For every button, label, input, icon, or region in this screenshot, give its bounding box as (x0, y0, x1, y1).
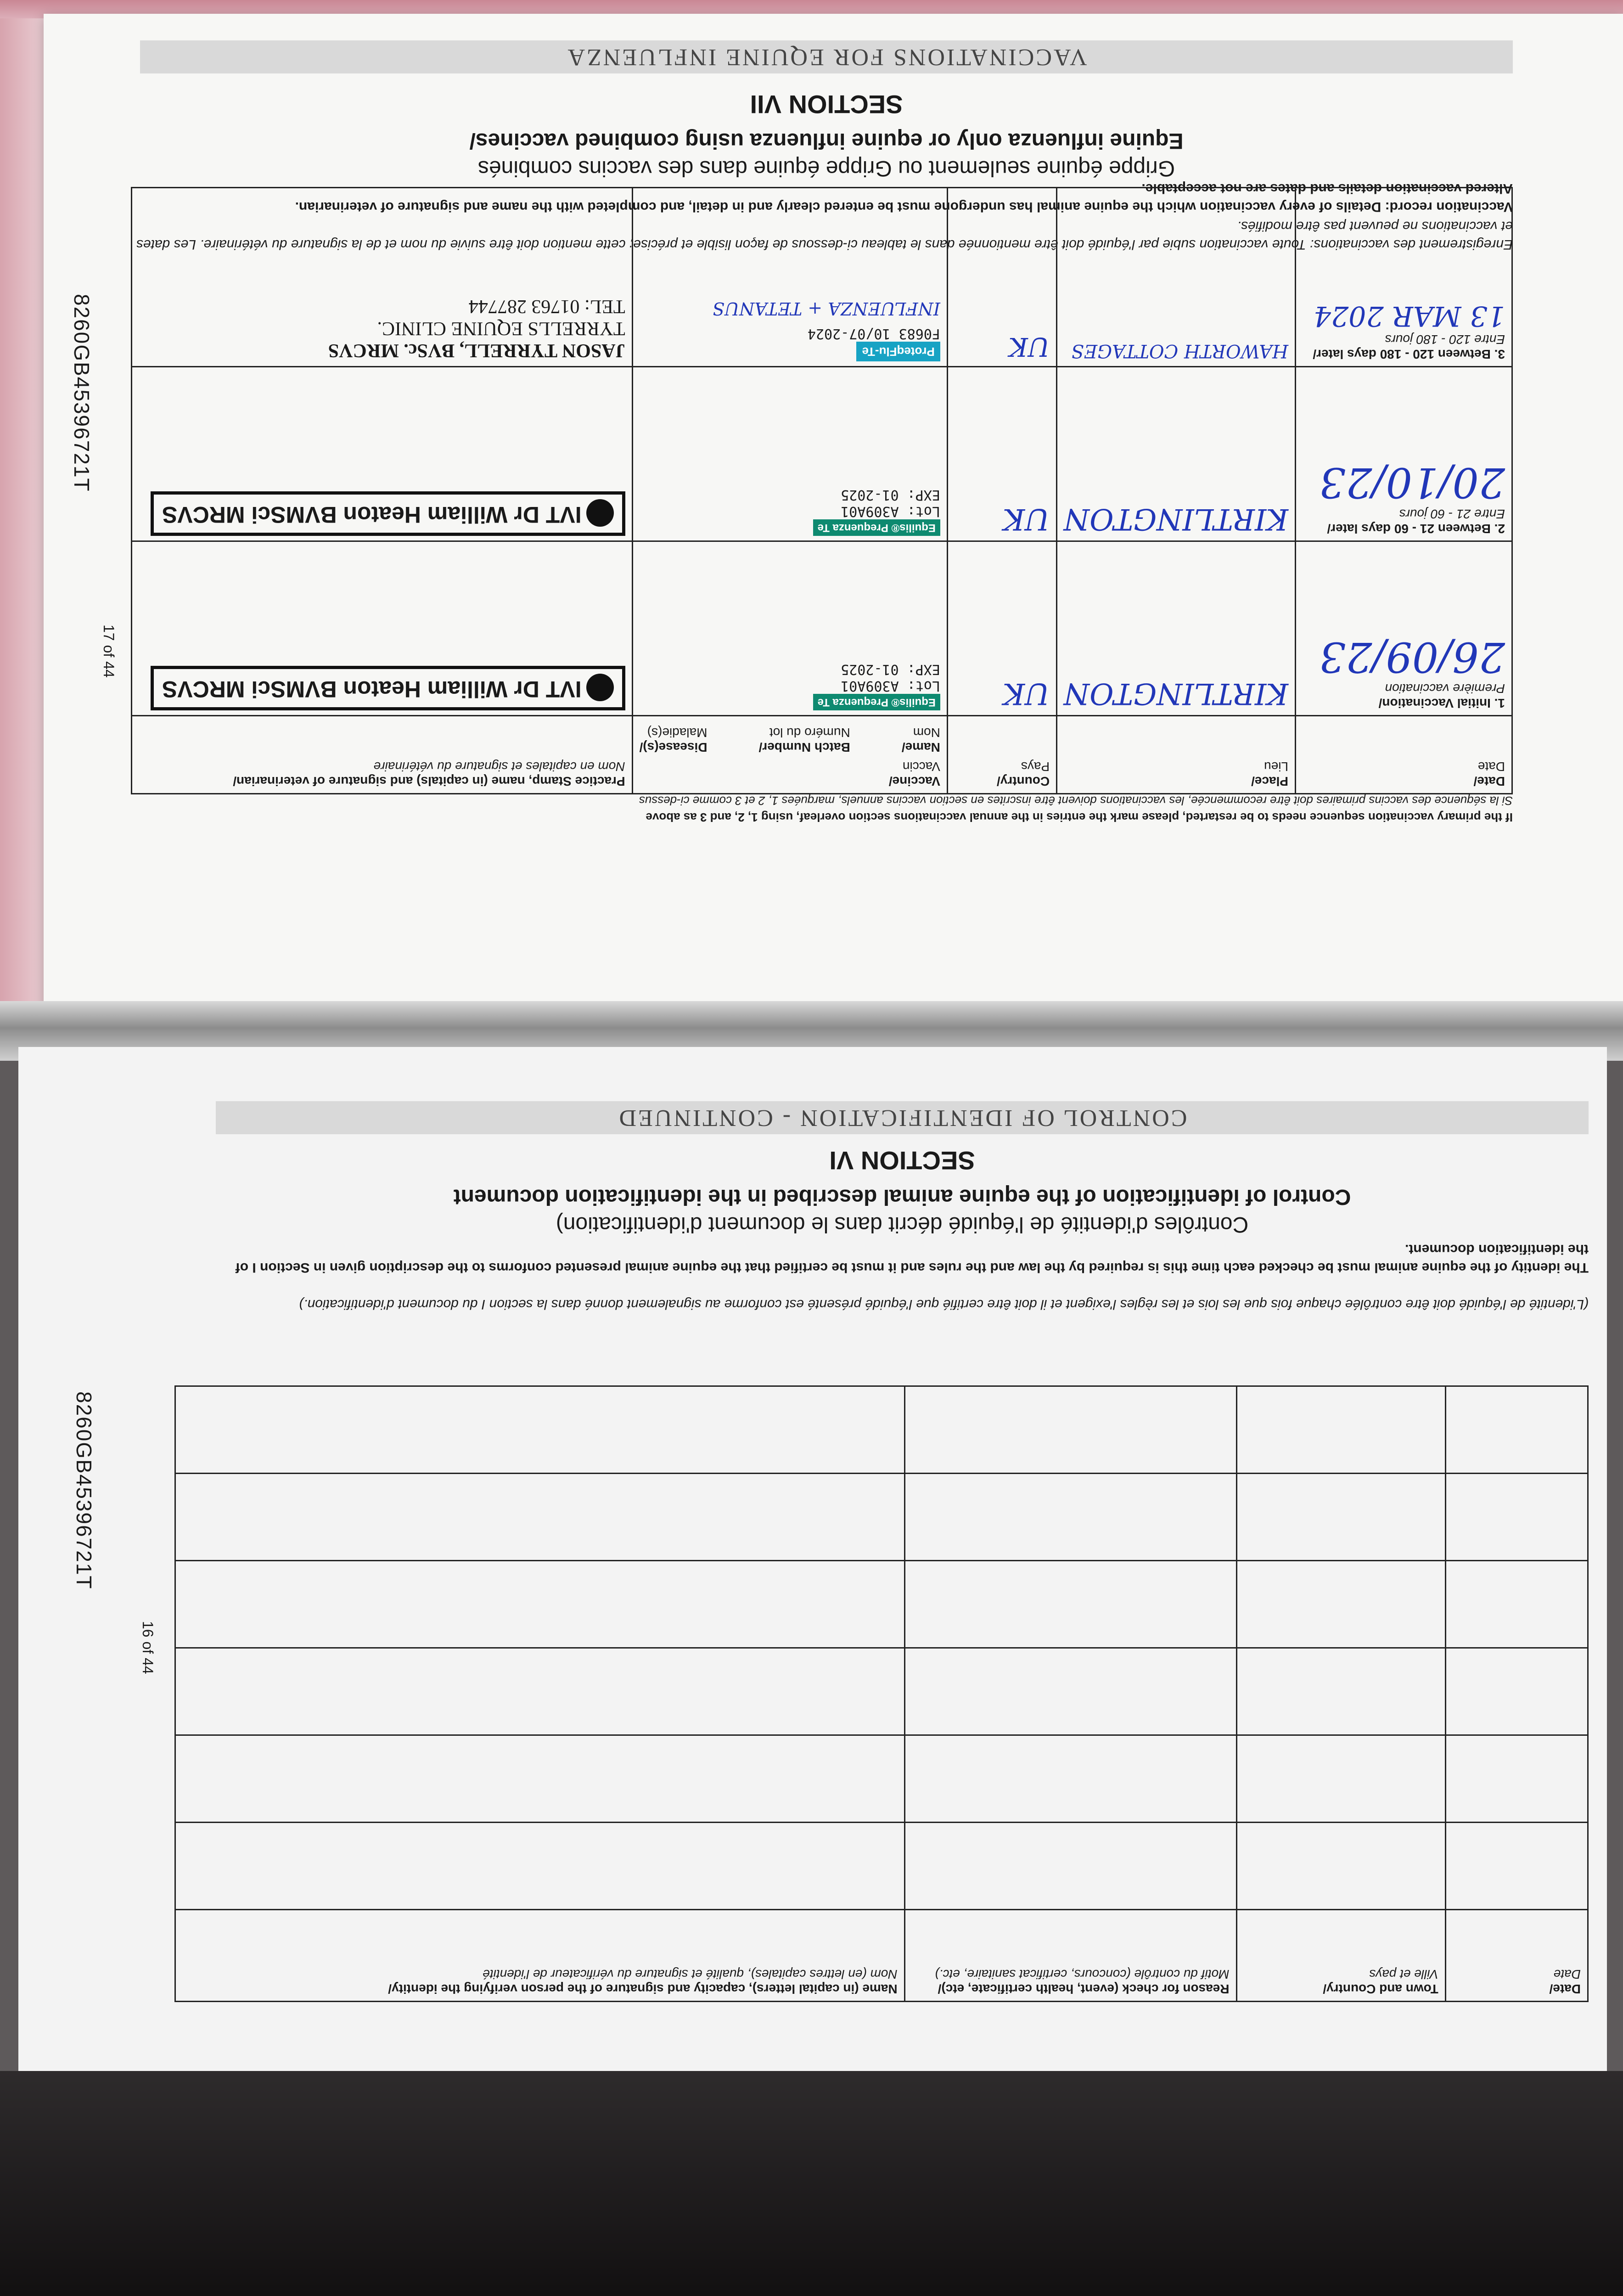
cell[interactable] (904, 1735, 1236, 1823)
cell[interactable] (1445, 1648, 1588, 1735)
col-reason: Reason for check (event, health certificate, etc)/ Motif du contrôle (concours, certificat sanitaire, etc.) (904, 1910, 1236, 2002)
cell[interactable] (904, 1823, 1236, 1910)
col-stamp: Practice Stamp, name (in capitals) and signature of veterinarian/ Nom en capitales et signature du vétérinaire (132, 716, 633, 794)
clinic-logo-icon (586, 674, 614, 701)
vaccination-row-2 (132, 367, 1512, 541)
section-header-band (140, 40, 1513, 73)
cell[interactable] (904, 1561, 1236, 1648)
table-row (175, 1474, 1588, 1561)
cell[interactable] (175, 1386, 905, 1474)
cell[interactable] (1236, 1648, 1445, 1735)
row3-stamp: JASON TYRRELL, BVSc. MRCVS TYRRELLS EQUINE CLINIC. TEL: 01763 287744 (132, 188, 633, 367)
row1-date: 1. Initial Vaccination/ Première vaccination 26/09/23 (1296, 541, 1512, 716)
cell[interactable] (1445, 1735, 1588, 1823)
section-header: CONTROL OF IDENTIFICATION - CONTINUED (617, 1105, 1187, 1131)
intro-fr: (L'identité de l'équidé doit être contrôlée chaque fois que les lois et les règles l'exigent et il doit être certifié que l'équidé présenté est conforme au signalement donné dans la section I du document d'identification.) (299, 1297, 1589, 1312)
page-number: 17 of 44 (101, 625, 117, 678)
cell[interactable] (175, 1735, 905, 1823)
passport-id: 8260GB4539672​1T (70, 294, 94, 492)
col-town: Town and Country/ Ville et pays (1236, 1910, 1445, 2002)
batch-exp: EXP: 01-2025 (841, 487, 940, 503)
table-row (175, 1735, 1588, 1823)
restart-footnote-fr: Si la séquence des vaccins primaires doit être recommencée, les vaccinations doivent être inscrites en section vaccins annuels, marquées 1, 2 et 3 comme ci-dessus (639, 794, 1513, 808)
clinic-logo-icon (586, 499, 614, 527)
cell[interactable] (904, 1474, 1236, 1561)
cell[interactable] (175, 1648, 905, 1735)
table-row (175, 1386, 1588, 1474)
col-vaccine: Vaccine/ Vaccin Name/ Nom Batch Number/ Numéro du lot Disease(s)/ Maladie(s) (632, 716, 947, 794)
cell[interactable] (175, 1561, 905, 1648)
row1-place: KIRTLINGTON (1057, 541, 1296, 716)
batch-exp: EXP: 01-2025 (841, 661, 940, 677)
cell[interactable] (1236, 1823, 1445, 1910)
vaccine-sticker: Equilis® Prequenza Te (813, 519, 940, 536)
cell[interactable] (1236, 1561, 1445, 1648)
disease-text: INFLUENZA + TETANUS (713, 298, 940, 319)
table-row (175, 1823, 1588, 1910)
cell[interactable] (1445, 1823, 1588, 1910)
page-17-content (44, 14, 1623, 1010)
page-number: 16 of 44 (140, 1621, 156, 1674)
vaccine-sticker: Equilis® Prequenza Te (813, 694, 940, 710)
section-header: VACCINATIONS FOR EQUINE INFLUENZA (566, 44, 1087, 70)
batch-lot: Lot: A309A01 (841, 503, 940, 519)
row3-country: UK (947, 188, 1056, 367)
col-date: Date/ Date (1296, 716, 1512, 794)
table-row (175, 1561, 1588, 1648)
cell[interactable] (1445, 1474, 1588, 1561)
cell[interactable] (1236, 1474, 1445, 1561)
passport-page-16 (18, 1047, 1607, 2089)
row2-stamp (132, 367, 633, 541)
title-en: Equine influenza only or equine influenza using combined vaccines/ (469, 129, 1184, 153)
col-country: Country/ Pays (947, 716, 1056, 794)
cell[interactable] (904, 1648, 1236, 1735)
vaccination-row-1 (132, 541, 1512, 716)
row3-date: 3. Between 120 - 180 days later/ Entre 120 - 180 jours 13 MAR 2024 (1296, 188, 1512, 367)
cell[interactable] (175, 1823, 905, 1910)
passport-page-17 (44, 14, 1623, 1010)
cell[interactable] (1236, 1735, 1445, 1823)
title-en: Control of identification of the equine animal described in the identification document (453, 1185, 1351, 1209)
section-header-band (216, 1101, 1589, 1134)
col-name: Name (in capital letters), capacity and signature of the person verifying the identity/ Nom (en lettres capitales), qualité et signature du vérificateur de l'identité (175, 1910, 905, 2002)
title-fr: Contrôles d'identité de l'équidé décrit dans le document d'identification) (556, 1212, 1249, 1237)
row2-place: KIRTLINGTON (1057, 367, 1296, 541)
passport-id: 8260GB45396721T (72, 1391, 96, 1590)
row3-place: HAWORTH COTTAGES (1057, 188, 1296, 367)
page-16-content (18, 1047, 1607, 2089)
vaccine-sticker: ProteqFlu-Te (856, 342, 940, 361)
cell[interactable] (904, 1386, 1236, 1474)
restart-footnote-en: If the primary vaccination sequence needs to be restarted, please mark the entries in the annual vaccinations section overleaf, using 1, 2, and 3 as above (646, 810, 1513, 824)
binder-edge-left (0, 18, 51, 1052)
table-header-row (132, 716, 1512, 794)
row2-date: 2. Between 21 - 60 days later/ Entre 21 - 60 jours 20/10/23 (1296, 367, 1512, 541)
record-instructions-fr: Enregistrement des vaccinations: Toute vaccination subie par l'équidé doit être mentionnée dans le tableau ci-dessous de façon lisible et précise; cette mention doit être suivie du nom et de la signature du vétérinaire. Les dates et vaccinations ne peuvent pas être modifiés. (136, 219, 1513, 252)
row2-vaccine (632, 367, 947, 541)
row1-vaccine (632, 541, 947, 716)
vet-stamp: IVT Dr William Heaton BVMSci MRCVS (151, 666, 625, 710)
section-title: SECTION VI (829, 1146, 975, 1175)
record-instructions-en: Vaccination record: Details of every vaccination which the equine animal has undergone must be entered clearly and in detail, and completed with the name and signature of veterinarian. Altered vaccination details and dates are not acceptable. (295, 181, 1513, 214)
vaccination-table (131, 187, 1513, 794)
table-row (175, 1648, 1588, 1735)
intro-en: The identity of the equine animal must be checked each time this is required by the law and the rules and it must be certified that the equine animal presented conforms to the description given in Section I of the identification document. (235, 1242, 1589, 1275)
cell[interactable] (1236, 1386, 1445, 1474)
col-place: Place/ Lieu (1057, 716, 1296, 794)
section-title: SECTION VII (750, 90, 903, 119)
row2-country: UK (947, 367, 1056, 541)
batch-lot: F0683 10/07-2024 (807, 326, 940, 342)
vet-stamp: IVT Dr William Heaton BVMSci MRCVS (151, 491, 625, 536)
cell[interactable] (1445, 1561, 1588, 1648)
identity-check-table (174, 1385, 1589, 2002)
desk-background (0, 2071, 1623, 2296)
cell[interactable] (1445, 1386, 1588, 1474)
row3-vaccine (632, 188, 947, 367)
col-date: Date/ Date (1445, 1910, 1588, 2002)
row1-stamp (132, 541, 633, 716)
vaccination-row-3 (132, 188, 1512, 367)
row1-country: UK (947, 541, 1056, 716)
table-header-row (175, 1910, 1588, 2002)
title-fr: Grippe équine seulement ou Grippe équine dans des vaccins combinés (477, 156, 1175, 180)
batch-lot: Lot: A309A01 (841, 678, 940, 694)
cell[interactable] (175, 1474, 905, 1561)
